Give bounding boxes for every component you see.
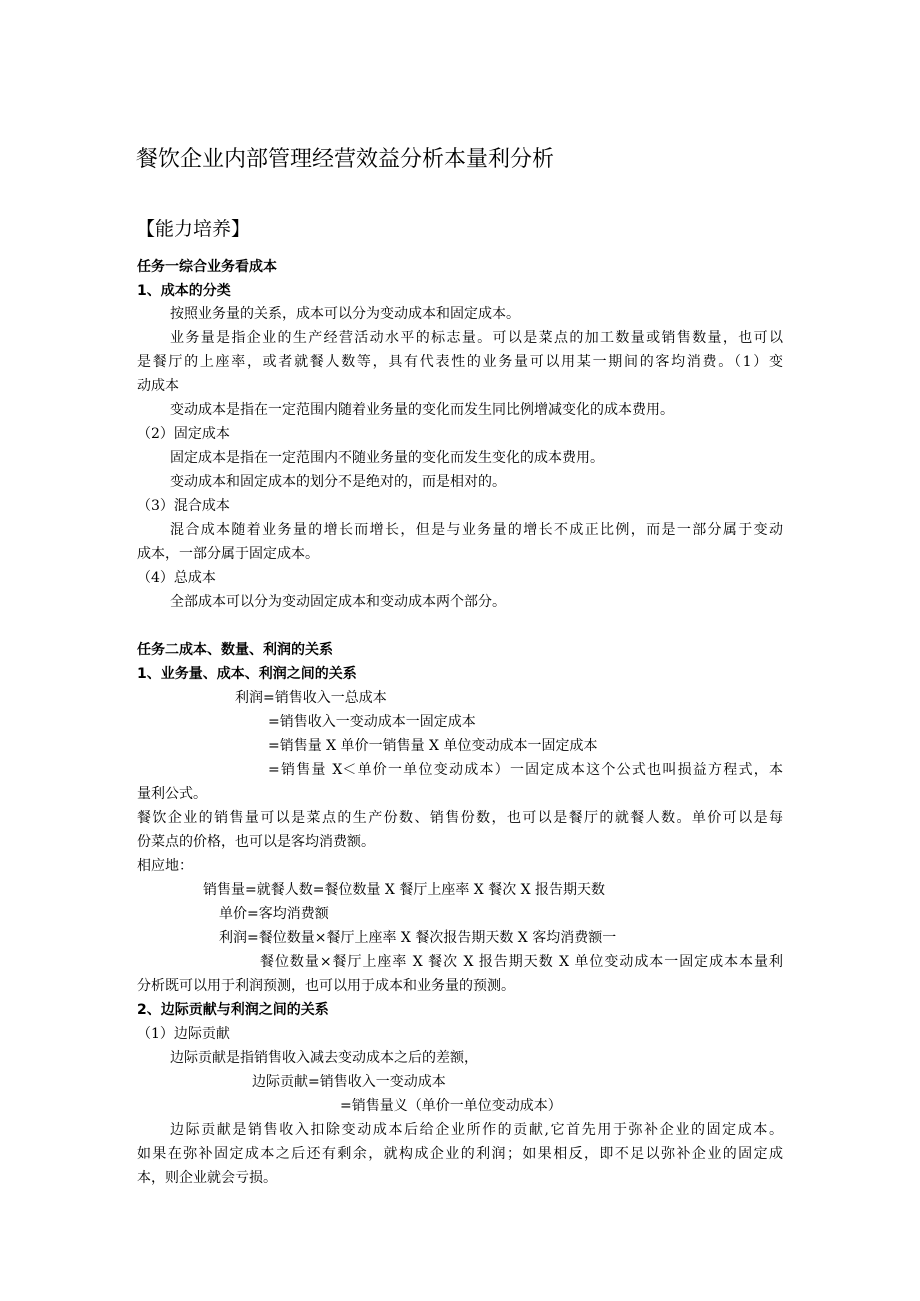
paragraph: 如果在弥补固定成本之后还有剩余，就构成企业的利润；如果相反，即不足以弥补企业的固定成: [137, 1146, 783, 1162]
list-heading: （4）总成本: [137, 570, 216, 586]
list-heading: （3）混合成本: [137, 498, 230, 514]
paragraph: 按照业务量的关系，成本可以分为变动成本和固定成本。: [170, 306, 520, 322]
formula-line: 销售量=就餐人数=餐位数量 X 餐厅上座率 X 餐次 X 报告期天数: [203, 882, 606, 898]
paragraph: 全部成本可以分为变动固定成本和变动成本两个部分。: [170, 594, 506, 610]
paragraph: 餐饮企业的销售量可以是菜点的生产份数、销售份数，也可以是餐厅的就餐人数。单价可以是每: [137, 810, 783, 826]
formula-line: 单价=客均消费额: [219, 906, 329, 922]
formula-line: 利润=餐位数量×餐厅上座率 X 餐次报告期天数 X 客均消费额一: [219, 930, 617, 946]
formula-line: =销售量 X 单价一销售量 X 单位变动成本一固定成本: [268, 738, 598, 754]
task2-subheading-2: 2、边际贡献与利润之间的关系: [137, 1002, 329, 1018]
section-heading: 【能力培养】: [136, 218, 251, 240]
list-heading: （2）固定成本: [137, 426, 230, 442]
paragraph: 是餐厅的上座率，或者就餐人数等，具有代表性的业务量可以用某一期间的客均消费。（1）变: [137, 354, 783, 370]
paragraph: 动成本: [137, 378, 179, 394]
formula-line: 餐位数量×餐厅上座率 X 餐次 X 报告期天数 X 单位变动成本一固定成本本量利: [260, 954, 783, 970]
paragraph: 混合成本随着业务量的增长而增长，但是与业务量的增长不成正比例，而是一部分属于变动: [170, 522, 783, 538]
paragraph: 固定成本是指在一定范围内不随业务量的变化而发生变化的成本费用。: [170, 450, 604, 466]
list-heading: （1）边际贡献: [137, 1026, 230, 1042]
paragraph: 本，则企业就会亏损。: [137, 1170, 277, 1186]
paragraph: 边际贡献是销售收入扣除变动成本后给企业所作的贡献,它首先用于弥补企业的固定成本。: [170, 1122, 783, 1138]
paragraph: 份菜点的价格，也可以是客均消费额。: [137, 834, 375, 850]
paragraph: 量利公式。: [137, 786, 207, 802]
formula-line: =销售量 X＜单价一单位变动成本）一固定成本这个公式也叫损益方程式，本: [268, 762, 783, 778]
formula-line: 利润=销售收入一总成本: [235, 690, 387, 706]
task2-heading: 任务二成本、数量、利润的关系: [137, 642, 333, 658]
task1-heading: 任务一综合业务看成本: [137, 259, 277, 275]
page-title: 餐饮企业内部管理经营效益分析本量利分析: [136, 147, 555, 172]
task2-subheading-1: 1、业务量、成本、利润之间的关系: [137, 666, 357, 682]
paragraph: 成本，一部分属于固定成本。: [137, 546, 319, 562]
paragraph: 相应地：: [137, 858, 193, 874]
formula-line: =销售收入一变动成本一固定成本: [268, 714, 476, 730]
task1-subheading-1: 1、成本的分类: [137, 283, 231, 299]
paragraph: 业务量是指企业的生产经营活动水平的标志量。可以是菜点的加工数量或销售数量，也可以: [170, 330, 783, 346]
formula-line: 边际贡献=销售收入一变动成本: [252, 1074, 446, 1090]
paragraph: 分析既可以用于利润预测，也可以用于成本和业务量的预测。: [137, 978, 515, 994]
paragraph: 边际贡献是指销售收入减去变动成本之后的差额，: [170, 1050, 478, 1066]
paragraph: 变动成本和固定成本的划分不是绝对的，而是相对的。: [170, 474, 506, 490]
paragraph: 变动成本是指在一定范围内随着业务量的变化而发生同比例增减变化的成本费用。: [170, 402, 674, 418]
formula-line: =销售量义（单价一单位变动成本）: [340, 1098, 562, 1114]
